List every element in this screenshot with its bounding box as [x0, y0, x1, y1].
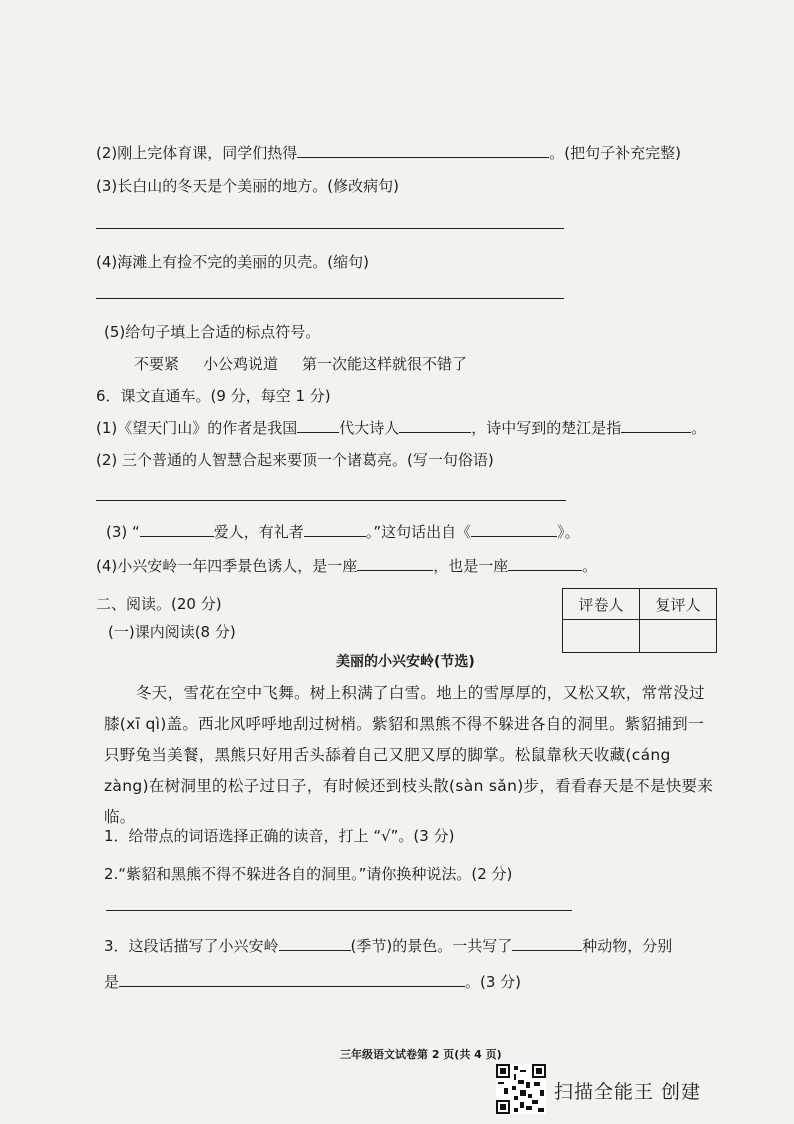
- question-4: (4)海滩上有捡不完的美丽的贝壳。(缩句): [96, 253, 369, 271]
- answer-blank[interactable]: [512, 934, 582, 951]
- question-2-suffix: 。(把句子补充完整): [549, 144, 681, 162]
- text-segment: 。”这句话出自《: [365, 523, 472, 541]
- text-segment: 。: [582, 557, 598, 575]
- text-segment: 代大诗人: [339, 419, 400, 437]
- text-segment: ，诗中写到的楚江是指: [471, 419, 622, 437]
- answer-line[interactable]: [96, 500, 566, 501]
- passage-text: 冬天，雪花在空中飞舞。树上积满了白雪。地上的雪厚厚的，又松又软，常常没过膝(xī qì)盖。西北风呼呼地刮过树梢。紫貂和黑熊不得不躲进各自的洞里。紫貂捕到一只野兔当美餐，黑熊只好用舌头舔着自己又肥又厚的脚掌。松鼠靠秋天收藏(cáng zàng)在树洞里的松子过日子，有时候还到枝头散(sàn sǎn)步，看看春天是不是快要来临。: [104, 684, 714, 826]
- grader-cell[interactable]: [563, 620, 640, 653]
- qr-code-icon: [496, 1064, 546, 1114]
- question-6-1: [96, 416, 706, 438]
- text-segment: 是: [104, 973, 120, 991]
- question-5: (5)给句子填上合适的标点符号。: [104, 323, 321, 341]
- question-2-text: (2)刚上完体育课，同学们热得: [96, 144, 298, 162]
- text-segment: 。: [691, 419, 707, 437]
- scanner-watermark: 扫描全能王 创建: [554, 1081, 702, 1103]
- reviewer-cell[interactable]: [640, 620, 717, 653]
- grading-table: [562, 588, 717, 653]
- reading-question-1: 1．给带点的词语选择正确的读音，打上 “√”。(3 分): [104, 827, 455, 845]
- answer-line[interactable]: [96, 298, 564, 299]
- text-segment: 种动物，分别: [582, 937, 673, 955]
- passage-title: 美丽的小兴安岭(节选): [336, 654, 475, 670]
- answer-blank[interactable]: [297, 141, 549, 158]
- question-3: (3)长白山的冬天是个美丽的地方。(修改病句): [96, 177, 399, 195]
- answer-blank[interactable]: [279, 934, 351, 951]
- punctuation-sentence: [134, 354, 467, 374]
- question-6-title: 6．课文直通车。(9 分，每空 1 分): [96, 387, 331, 405]
- answer-line[interactable]: [106, 910, 572, 911]
- answer-blank[interactable]: [508, 554, 582, 571]
- answer-blank[interactable]: [621, 416, 691, 433]
- page-footer: 三年级语文试卷第 2 页(共 4 页): [340, 1048, 502, 1061]
- answer-blank[interactable]: [357, 554, 433, 571]
- answer-blank[interactable]: [119, 970, 465, 987]
- answer-blank[interactable]: [140, 520, 214, 537]
- section-2-subtitle: (一)课内阅读(8 分): [108, 623, 236, 641]
- answer-blank[interactable]: [304, 520, 366, 537]
- question-6-3: [106, 520, 580, 542]
- reading-question-3-cont: [104, 970, 521, 992]
- reviewer-label: 复评人: [640, 589, 717, 620]
- sentence-part: 不要紧: [134, 355, 180, 373]
- question-6-2: (2) 三个普通的人智慧合起来要顶一个诸葛亮。(写一句俗语): [96, 451, 494, 469]
- sentence-part: 小公鸡说道: [203, 355, 279, 373]
- section-2-title: 二、阅读。(20 分): [96, 595, 222, 613]
- reading-question-2: 2.“紫貂和黑熊不得不躲进各自的洞里。”请你换种说法。(2 分): [104, 865, 513, 883]
- answer-line[interactable]: [96, 228, 564, 229]
- reading-question-3: [104, 934, 672, 956]
- question-2: [96, 141, 681, 163]
- answer-blank[interactable]: [399, 416, 471, 433]
- text-segment: 爱人，有礼者: [213, 523, 304, 541]
- text-segment: 3．这段话描写了小兴安岭: [104, 937, 279, 955]
- grader-label: 评卷人: [563, 589, 640, 620]
- text-segment: 。(3 分): [465, 973, 522, 991]
- text-segment: 》。: [557, 523, 580, 541]
- text-segment: (1)《望天门山》的作者是我国: [96, 419, 298, 437]
- sentence-part: 第一次能这样就很不错了: [302, 355, 468, 373]
- text-segment: (4)小兴安岭一年四季景色诱人，是一座: [96, 557, 358, 575]
- answer-blank[interactable]: [471, 520, 557, 537]
- text-segment: ，也是一座: [433, 557, 509, 575]
- question-6-4: [96, 554, 597, 576]
- text-segment: (3) “: [106, 523, 140, 541]
- answer-blank[interactable]: [297, 416, 339, 433]
- text-segment: (季节)的景色。一共写了: [350, 937, 513, 955]
